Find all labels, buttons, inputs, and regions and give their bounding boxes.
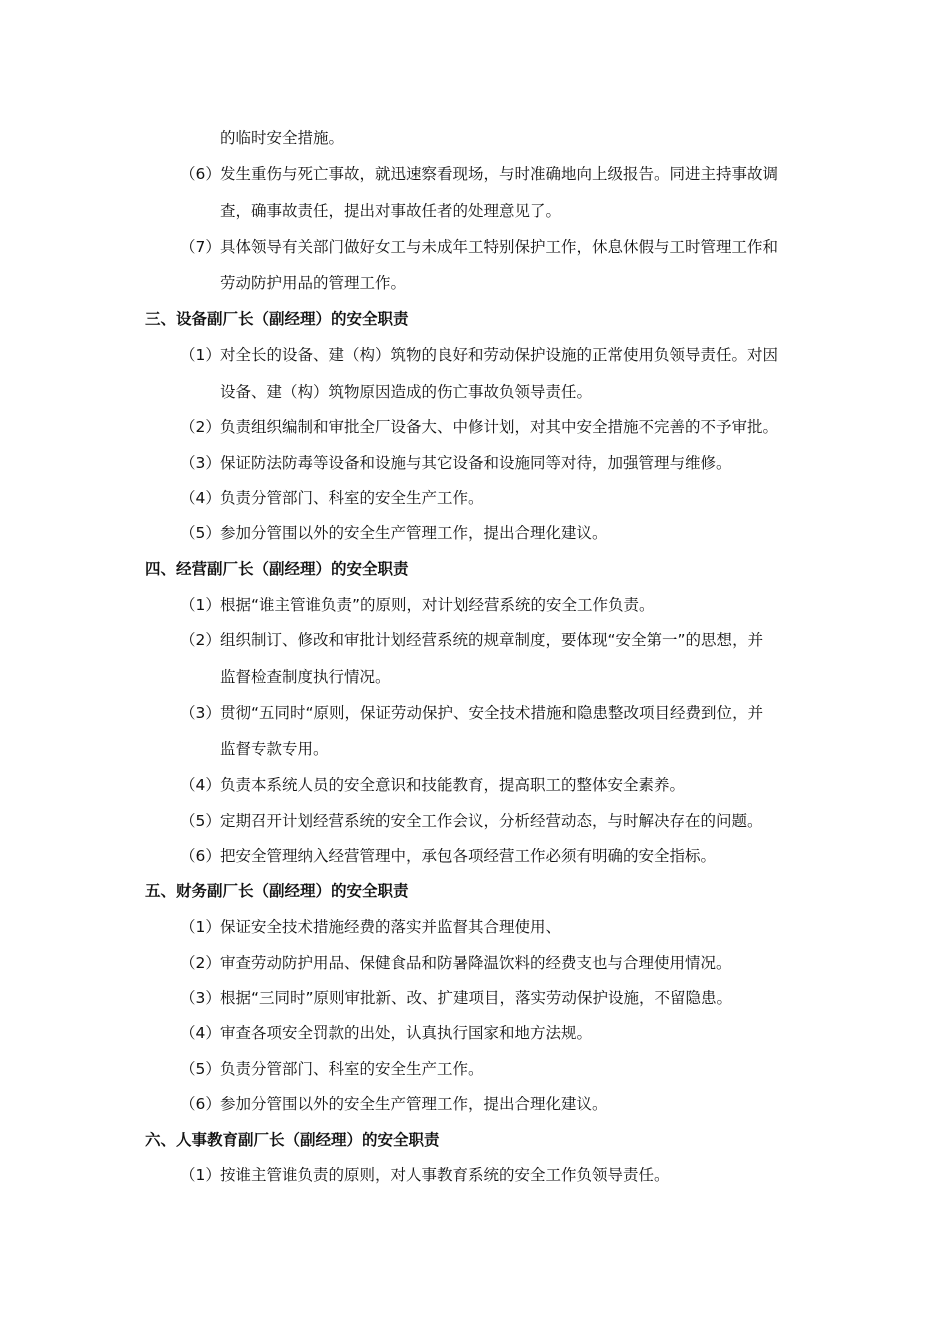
item-text: 贯彻“五同时“原则，保证劳动保护、安全技术措施和隐患整改项目经费到位，并 [220, 704, 764, 722]
section-heading: 六、人事教育副厂长（副经理）的安全职责 [145, 1131, 440, 1149]
item-number: （4） [180, 776, 221, 794]
item-number: （5） [180, 812, 221, 830]
continued-line: 的临时安全措施。 [220, 129, 345, 147]
item-number: （6） [180, 1095, 221, 1113]
item-number: （1） [180, 346, 221, 364]
section-heading: 四、经营副厂长（副经理）的安全职责 [145, 560, 409, 578]
item-number: （5） [180, 524, 221, 542]
item-text-cont: 监督专款专用。 [220, 740, 329, 758]
item-number: （4） [180, 489, 221, 507]
item-text: 按谁主管谁负责的原则，对人事教育系统的安全工作负领导责任。 [220, 1166, 670, 1184]
item-text: 负责分管部门、科室的安全生产工作。 [220, 489, 484, 507]
item-text: 对全长的设备、建（构）筑物的良好和劳动保护设施的正常使用负领导责任。对因 [220, 346, 779, 364]
item-text: 保证防法防毒等设备和设施与其它设备和设施同等对待，加强管理与维修。 [220, 454, 732, 472]
item-text: 根据“谁主管谁负责”的原则，对计划经营系统的安全工作负责。 [220, 596, 655, 614]
item-number: （1） [180, 1166, 221, 1184]
item-text: 发生重伤与死亡事故，就迅速察看现场，与时准确地向上级报告。同进主持事故调 [220, 165, 779, 183]
item-number: （7） [180, 238, 221, 256]
section-heading: 三、设备副厂长（副经理）的安全职责 [145, 310, 409, 328]
item-text-cont: 设备、建（构）筑物原因造成的伤亡事故负领导责任。 [220, 383, 593, 401]
item-text: 负责本系统人员的安全意识和技能教育，提高职工的整体安全素养。 [220, 776, 686, 794]
item-number: （3） [180, 704, 221, 722]
item-text: 组织制订、修改和审批计划经营系统的规章制度，要体现“安全第一”的思想，并 [220, 631, 764, 649]
item-text-cont: 查，确事故责任，提出对事故任者的处理意见了。 [220, 202, 562, 220]
item-text: 把安全管理纳入经营管理中，承包各项经营工作必须有明确的安全指标。 [220, 847, 717, 865]
item-number: （2） [180, 631, 221, 649]
item-text: 审查劳动防护用品、保健食品和防暑降温饮料的经费支也与合理使用情况。 [220, 954, 732, 972]
item-text: 保证安全技术措施经费的落实并监督其合理使用、 [220, 918, 562, 936]
item-text-cont: 劳动防护用品的管理工作。 [220, 274, 407, 292]
item-number: （6） [180, 847, 221, 865]
item-number: （3） [180, 989, 221, 1007]
item-text-cont: 监督检查制度执行情况。 [220, 668, 391, 686]
item-text: 根据“三同时”原则审批新、改、扩建项目，落实劳动保护设施，不留隐患。 [220, 989, 733, 1007]
item-text: 定期召开计划经营系统的安全工作会议，分析经营动态，与时解决存在的问题。 [220, 812, 763, 830]
item-text: 审查各项安全罚款的出处，认真执行国家和地方法规。 [220, 1024, 593, 1042]
item-text: 具体领导有关部门做好女工与未成年工特别保护工作，休息休假与工时管理工作和 [220, 238, 779, 256]
item-number: （1） [180, 918, 221, 936]
item-text: 参加分管围以外的安全生产管理工作，提出合理化建议。 [220, 1095, 608, 1113]
item-number: （6） [180, 165, 221, 183]
section-heading: 五、财务副厂长（副经理）的安全职责 [145, 882, 409, 900]
item-number: （2） [180, 418, 221, 436]
item-text: 参加分管围以外的安全生产管理工作，提出合理化建议。 [220, 524, 608, 542]
item-number: （5） [180, 1060, 221, 1078]
item-text: 负责组织编制和审批全厂设备大、中修计划，对其中安全措施不完善的不予审批。 [220, 418, 779, 436]
item-number: （1） [180, 596, 221, 614]
item-number: （4） [180, 1024, 221, 1042]
item-number: （3） [180, 454, 221, 472]
item-text: 负责分管部门、科室的安全生产工作。 [220, 1060, 484, 1078]
item-number: （2） [180, 954, 221, 972]
